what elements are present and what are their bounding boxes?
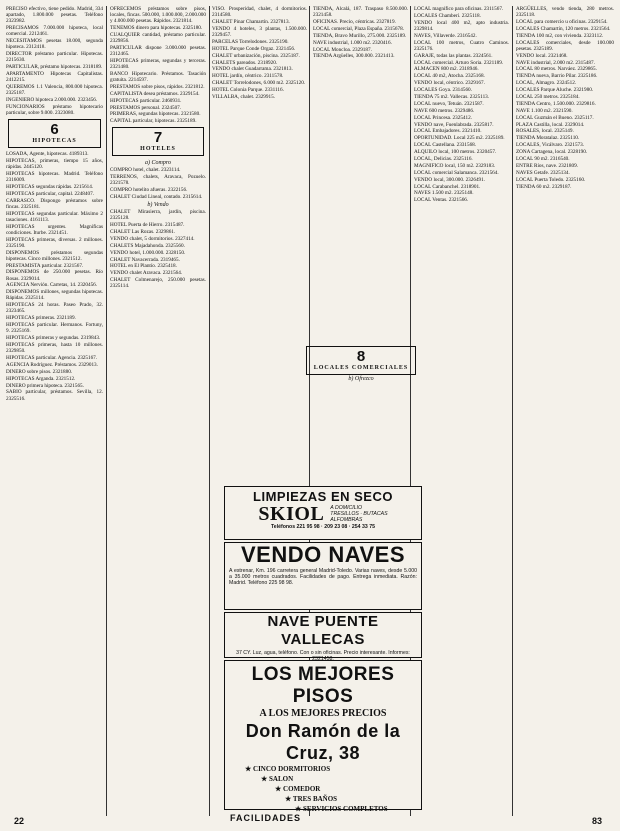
ad-text: VENDO local. 2321468. [516, 52, 568, 59]
ad-text: TIENDA, Alcalá, 187. Traspaso 8.500.000. 2321458. [313, 6, 408, 19]
column-3 [212, 6, 307, 341]
section-number: 8 [356, 348, 366, 365]
ad-text: LOCAL magnífico para oficinas. 2311567. [414, 6, 504, 12]
ad-text: OFICINAS. Precio, céntricas. 2327819. [313, 18, 396, 25]
section-header-locales [306, 346, 416, 383]
ad-text: LOCAL Embajadores. 2321410. [414, 128, 482, 135]
bullet-text: CINCO DORMITORIOS [253, 765, 331, 773]
subsection-title: b) Vendo [147, 202, 169, 209]
ad-text: DINERO primera hipoteca. 2321565. [6, 382, 84, 389]
ad-text: PARTICULAR, préstamo hipotecas. 2318189. [6, 64, 103, 71]
ad-text: TIENDA nueva, Barrio Pilar. 2325186. [516, 73, 598, 80]
ad-vallecas-title: NAVE PUENTE VALLECAS [267, 613, 379, 648]
section-number: 7 [153, 129, 163, 147]
section-number: 6 [50, 120, 59, 138]
bullet-text: SALON [269, 775, 294, 783]
ad-pisos-title: LOS MEJORES PISOS [251, 664, 395, 707]
ad-text: LOCAL comercial, Plaza España. 2315678. [313, 25, 404, 32]
ad-text: OFRECEMOS préstamos sobre pisos, locales, fincas. 500.000, 1.000.000, 2.000.000 y 4.000.000 pesetas. Rápidos. 2321814. [110, 6, 206, 25]
ad-text: ROSALES, local. 2325149. [516, 128, 574, 135]
subsection-title: a) Compro [145, 160, 171, 167]
ad-pisos-bullet: ★ COMEDOR [275, 785, 321, 793]
ad-text: ALQUILO local, 100 metros. 2320457. [414, 149, 497, 156]
ad-text: INGENIERO hipoteca 2.000.000. 2323456. [6, 96, 98, 103]
ad-text: VENDO local, 300.000. 2326491. [414, 176, 486, 183]
ad-pisos-subtitle: A LOS MEJORES PRECIOS [259, 708, 387, 719]
locales-box [306, 346, 416, 375]
section-name: LOCALES COMERCIALES [313, 365, 409, 371]
ad-text: LOCAL, Almagro. 2324512. [516, 80, 577, 87]
ad-text: COMPRO hotel, chalet. 2323114. [110, 167, 181, 174]
ad-text: DISPONEMOS de 250.000 pesetas. Río Rosas. 2329014. [6, 269, 103, 282]
ad-text: VENDO nave, Fuenlabrada. 2325817. [414, 121, 494, 128]
ad-text: TIENDA Moratalaz. 2325110. [516, 135, 580, 142]
ad-skiol-service: TRESILLOS · BUTACAS [330, 510, 388, 517]
ad-text: LOCALES Chamartín, 120 metros. 2321564. [516, 25, 611, 32]
ad-vallecas-text: 37 CY. Luz, agua, teléfono. Con o sin oficinas. Precio interesante. Informes: [236, 650, 410, 656]
ad-text: VISO. Prosperidad, chalet, 4 dormitorios. 2314580. [212, 6, 307, 19]
ad-pisos-bullet: ★ SERVICIOS COMPLETOS [295, 805, 388, 813]
ad-text: DIRECTOR préstamo particular. Hipotecas. 2215630. [6, 51, 103, 64]
ad-text: HOTEL Colonia Parque. 2331116. [212, 87, 284, 94]
page-number-left: 22 [14, 816, 25, 826]
ad-text: VENDO 4 hoteles, 3 plantas, 1.500.000. 2329457. [212, 25, 307, 38]
ad-text: LOCALES Chamberí. 2325118. [414, 12, 481, 19]
column-rule [209, 6, 210, 816]
ad-text: LOCAL para comercio u oficinas. 2329154. [516, 18, 608, 25]
ad-text: AGENCIA Nervión. Carretas, 14. 2320456. [6, 282, 98, 289]
ad-text: PRECISAMOS 7.000.000 hipoteca, local comercial. 2212461. [6, 25, 103, 38]
ad-text: LOCAL 250 metros. 2325184. [516, 93, 580, 100]
ad-text: PARCELAS Torrelodones. 2325190. [212, 38, 289, 45]
ad-text: LOCAL Castellana. 2331568. [414, 142, 477, 149]
ad-text: TENEMOS dinero para hipotecas. 2325180. [110, 25, 203, 32]
ad-text: NAVES, Villaverde. 2316542. [414, 32, 477, 39]
ad-text: TIENDA 75 m2. Vallecas. 2325113. [414, 93, 490, 100]
ad-text: HIPOTECAS particular, capital. 2248407. [6, 190, 94, 197]
ad-text: PRESTAMOS sobre pisos, rápidos. 2321812. [110, 83, 205, 90]
ad-text: LOCALES Parque Aluche. 2321980. [516, 87, 594, 94]
ad-text: TIENDA Centro, 1.500.000. 2329816. [516, 100, 596, 107]
column-1 [6, 6, 103, 816]
ad-text: HOTEL Parque Conde Orgaz. 2321456. [212, 45, 296, 52]
column-6 [516, 6, 614, 816]
ad-text: HIPOTECAS Arganda. 2321512. [6, 375, 76, 382]
ad-text: APARTAMENTO Hipotecas Capitalistas. 2412215. [6, 70, 103, 84]
bullet-text: TRES BAÑOS [292, 795, 338, 803]
ad-text: LOCAL 90 m2. 2316540. [516, 156, 570, 162]
ad-text: VENDO local, céntrico. 2329167. [414, 80, 485, 87]
bullet-text: SERVICIOS COMPLETOS [303, 805, 388, 813]
ad-text: HIPOTECAS primeras, hasta 10 millones. 2329850. [6, 342, 103, 355]
section-name: HIPOTECAS [32, 137, 77, 144]
ad-text: PRIMERAS, segundas hipotecas. 2321580. [110, 111, 201, 118]
ad-text: TIENDA Argüelles, 300.000. 2321413. [313, 53, 395, 60]
ad-text: TIENDA 100 m2, con vivienda. 2323112. [516, 32, 604, 39]
ad-text: LOCAL, Delicias. 2325116. [414, 156, 473, 162]
ad-text: LOCAL Guzmán el Bueno. 2325117. [516, 114, 594, 121]
ad-text: HIPOTECAS primeras y segundas. 2319843. [6, 335, 101, 342]
ad-naves-text: A estrenar, Km. 196 carretera general Madrid-Toledo. Varias naves, desde 5.000 a 35.000 metros cuadrados. Facilidades de pago. Entrega inmediata. Razón: Madrid. Teléfono 225 98 98. [229, 568, 417, 587]
column-2 [110, 6, 206, 816]
ad-text: LOCAL 40 m2, Atocha. 2325168. [414, 73, 485, 80]
ad-text: HIPOTECAS particular. 2460931. [110, 97, 182, 104]
ad-text: FUNCIONARIOS préstamo hipotecario particular, sobre 9.000. 2323080. [6, 103, 103, 116]
subsection-title: b) Ofrezco [348, 376, 374, 382]
ad-text: HIPOTECAS primeras. 2321189. [6, 315, 76, 322]
column-4 [313, 6, 408, 341]
ad-text: VENDO chalet, 5 dormitorios. 2327414. [110, 235, 195, 242]
ad-text: VENDO chalet Guadarrama. 2321813. [212, 66, 293, 73]
ad-text: CAPITALISTA desea préstamos. 2329154. [110, 90, 200, 97]
ad-text: COMPRO hotelito afueras. 2322156. [110, 187, 188, 194]
ad-text: TERRENOS, chalets, Aravaca, Pozuelo. 2321578. [110, 174, 206, 187]
ad-text: CHALET Mirasierra, jardín, piscina. 2325128. [110, 209, 206, 222]
ad-text: VENDO hotel, 1.000.000. 2328150. [110, 249, 186, 256]
ad-text: HIPOTECAS 24 horas. Paseo Prado, 32. 2323465. [6, 302, 103, 315]
ad-text: OPORTUNIDAD. Local 225 m2. 2325189. [414, 135, 505, 142]
ad-text: CARRASCO. Dispongo préstamos sobre fincas. 2325181. [6, 197, 103, 210]
ad-text: AGENCIA Rodríguez. Préstamos. 2329013. [6, 361, 98, 368]
classified-page [6, 6, 614, 825]
ad-skiol-service: ALFOMBRAS [330, 517, 363, 524]
ad-skiol-brand: SKIOL [258, 503, 325, 525]
ad-text: VILLALBA, chalet. 2329915. [212, 93, 275, 100]
ad-pisos-bullet: ★ CINCO DORMITORIOS [245, 765, 331, 773]
ad-mejores-pisos [224, 660, 422, 813]
ad-text: PRECISO efectivo, tiene pedido. Madrid, 334 apartado, 1.800.000 pesetas. Teléfono 2323982. [6, 6, 103, 25]
ad-text: LOCAL comercial. Arturo Soria. 2321189. [414, 59, 504, 66]
ad-text: CHALET Pinar Chamartín. 2327813. [212, 18, 290, 25]
section-name: HOTELES [140, 146, 176, 153]
ad-text: PLAZA Castilla, local. 2329014. [516, 121, 585, 128]
ad-text: HIPOTECAS, primeras, tiempo 15 años, rápidas. 2445120. [6, 157, 103, 170]
ad-text: ZONA Cartagena, local. 2328190. [516, 149, 588, 156]
bullet-text: COMEDOR [283, 785, 321, 793]
ad-footer-facilidades: FACILIDADES [230, 813, 302, 823]
ad-skiol-phone: Teléfonos 221 95 98 · 209 23 08 · 254 33 75 [270, 524, 375, 530]
ad-text: PRESTAMOS personal. 2324507. [110, 104, 182, 111]
ad-text: QUEREMOS 1.1 Valencia, 800.000 hipoteca. 2325187. [6, 83, 103, 96]
ad-text: SABIO particular, préstamos. Sevilla, 12. 2325516. [6, 389, 103, 402]
ad-text: LOCALES, Vicálvaro. 2321573. [516, 142, 585, 149]
ad-text: VENDO chalet Aravaca. 2321564. [110, 270, 183, 277]
ad-text: PRESTAMISTA particular. 2321567. [6, 262, 84, 269]
ad-text: HIPOTECAS primeras, segundas y terceras. 2321480. [110, 57, 206, 71]
column-5 [414, 6, 509, 816]
ad-text: CHALET Torrelodones, 6.000 m2. 2325120. [212, 80, 306, 87]
ad-text: HIPOTECAS segundas rápidas. 2215614. [6, 183, 94, 190]
ad-text: NAVE 1.100 m2. 2321590. [516, 107, 573, 114]
ad-text: CHALET Colmenarejo, 250.000 pesetas. 2325114. [110, 277, 206, 290]
ad-text: DISPONEMOS millones, segundas hipotecas. Rápidas. 2325114. [6, 289, 103, 302]
ad-text: LOCAL nuevo, Tetuán. 2321587. [414, 100, 484, 107]
ad-text: HOTEL Puerta de Hierro. 2315487. [110, 222, 185, 229]
ad-text: CHALETS Majadahonda. 2325560. [110, 242, 185, 249]
ad-text: NAVE 600 metros. 2329486. [414, 107, 475, 114]
ad-text: CHALET Navacerrada. 2319465. [110, 256, 180, 263]
ad-text: ALMACEN 800 m2. 2318946. [414, 66, 479, 73]
ad-text: VENDO local 400 m2, apto industria. 2329814. [414, 19, 509, 32]
ad-text: LOCALES Goya. 2314560. [414, 87, 472, 94]
ad-text: ARGÜELLES, vendo tienda, 280 metros. 2325118. [516, 6, 614, 19]
ad-text: LOCAL Ventas. 2321566. [414, 197, 469, 204]
ad-text: MAGNIFICO local, 150 m2. 2329183. [414, 162, 496, 169]
ad-text: BANCO Hipotecario. Préstamos. Tasación gratuita. 2214597. [110, 70, 206, 84]
ad-naves-title: VENDO NAVES [240, 542, 405, 567]
ad-text: LOCAL Moncloa. 2329187. [313, 46, 372, 53]
ad-text: ENTRE Ríos, nave. 2321809. [516, 162, 578, 169]
ad-text: HIPOTECAS particular. Agencia. 2325167. [6, 355, 98, 362]
ad-text: HOTEL jardín, céntrico. 2311578. [212, 73, 284, 80]
ad-text: TIENDA, Bravo Murillo, 275.000. 2325189. [313, 32, 407, 39]
ad-text: LOCAL 100 metros, Cuatro Caminos. 2325176. [414, 39, 509, 52]
ad-text: GARAJE, todas las plantas. 2324561. [414, 52, 493, 59]
ad-text: LOCALES comerciales, desde 100.000 pesetas. 2325189. [516, 39, 614, 52]
ad-text: CAPITAL particular, hipotecas. 2325189. [110, 118, 197, 125]
ad-pisos-bullet: ★ TRES BAÑOS [285, 795, 338, 803]
ad-text: NAVE industrial, 2.000 m2. 2315487. [516, 59, 595, 66]
ad-text: LOCAL comercial Salamanca. 2321564. [414, 169, 499, 176]
ad-text: HIPOTECAS primeras, diversas. 2 millones. 2325190. [6, 236, 103, 249]
section-header-hoteles [112, 127, 204, 156]
ad-pisos-bullet: ★ SALON [261, 775, 294, 783]
ad-text: HIPOTECAS segundas particular. Máximo 2 tasaciones. 4161113. [6, 210, 103, 223]
ad-text: NAVES 1.500 m2. 2325148. [414, 190, 474, 197]
ad-text: HIPOTECAS hipotecas. Madrid. Teléfono 2316009. [6, 170, 103, 183]
ad-text: PARTICULAR dispone 3.000.000 pesetas. 2312465. [110, 44, 206, 58]
ad-skiol-service: A DOMICILIO [330, 504, 363, 511]
ad-text: LOCAL Puerta Toledo. 2325160. [516, 176, 586, 183]
ad-text: NAVES Getafe. 2325134. [516, 169, 570, 176]
ad-nave-vallecas [224, 612, 422, 658]
ad-text: LOCAL Carabanchel. 2318901. [414, 183, 481, 190]
ad-text: LOCAL Princesa. 2325412. [414, 114, 473, 121]
ad-text: LOCAL 80 metros. Narváez. 2329865. [516, 66, 597, 73]
ad-text: NECESITAMOS pesetas 18.000, segunda hipoteca. 2312418. [6, 38, 103, 51]
ad-text: NAVE industrial, 1.000 m2. 2320416. [313, 39, 392, 46]
ad-pisos-address: Don Ramón de la Cruz, 38 [245, 721, 401, 763]
ad-text: DINERO sobre pisos. 2321880. [6, 368, 73, 375]
ad-skiol-heading: LIMPIEZAS EN SECO [253, 489, 393, 504]
section-header-hipotecas [8, 119, 101, 148]
ad-text: CHALET Las Rozas. 2329861. [110, 228, 176, 235]
ad-text: CHALET Ciudad Lineal, contado. 2315614. [110, 194, 203, 201]
ad-text: CHALETS pareados. 2318920. [212, 59, 278, 66]
ad-text: TIENDA 60 m2. 2329187. [516, 183, 572, 190]
column-rule [106, 6, 107, 816]
ad-vendo-naves [224, 542, 422, 610]
ad-text: DISPONEMOS préstamos segundas hipotecas. Cinco millones. 2321512. [6, 249, 103, 262]
ad-text: CUALQUIER cantidad, préstamo particular. 2329856. [110, 31, 206, 45]
ad-skiol [224, 486, 422, 540]
ad-text: HOTEL en El Plantío. 2325418. [110, 263, 177, 270]
ad-text: HIPOTECAS particular. Hermanos. Fortuny, 9. 2325169. [6, 322, 103, 335]
column-rule [512, 6, 513, 816]
ad-text: HIPOTECAS urgentes. Magníficas condiciones. Iturbe. 2321451. [6, 223, 103, 236]
ad-text: CHALET urbanización, piscina. 2325187. [212, 52, 300, 59]
ad-text: LOSADA, Agente, hipotecas. 4189313. [6, 150, 89, 157]
page-number-right: 83 [592, 816, 603, 826]
